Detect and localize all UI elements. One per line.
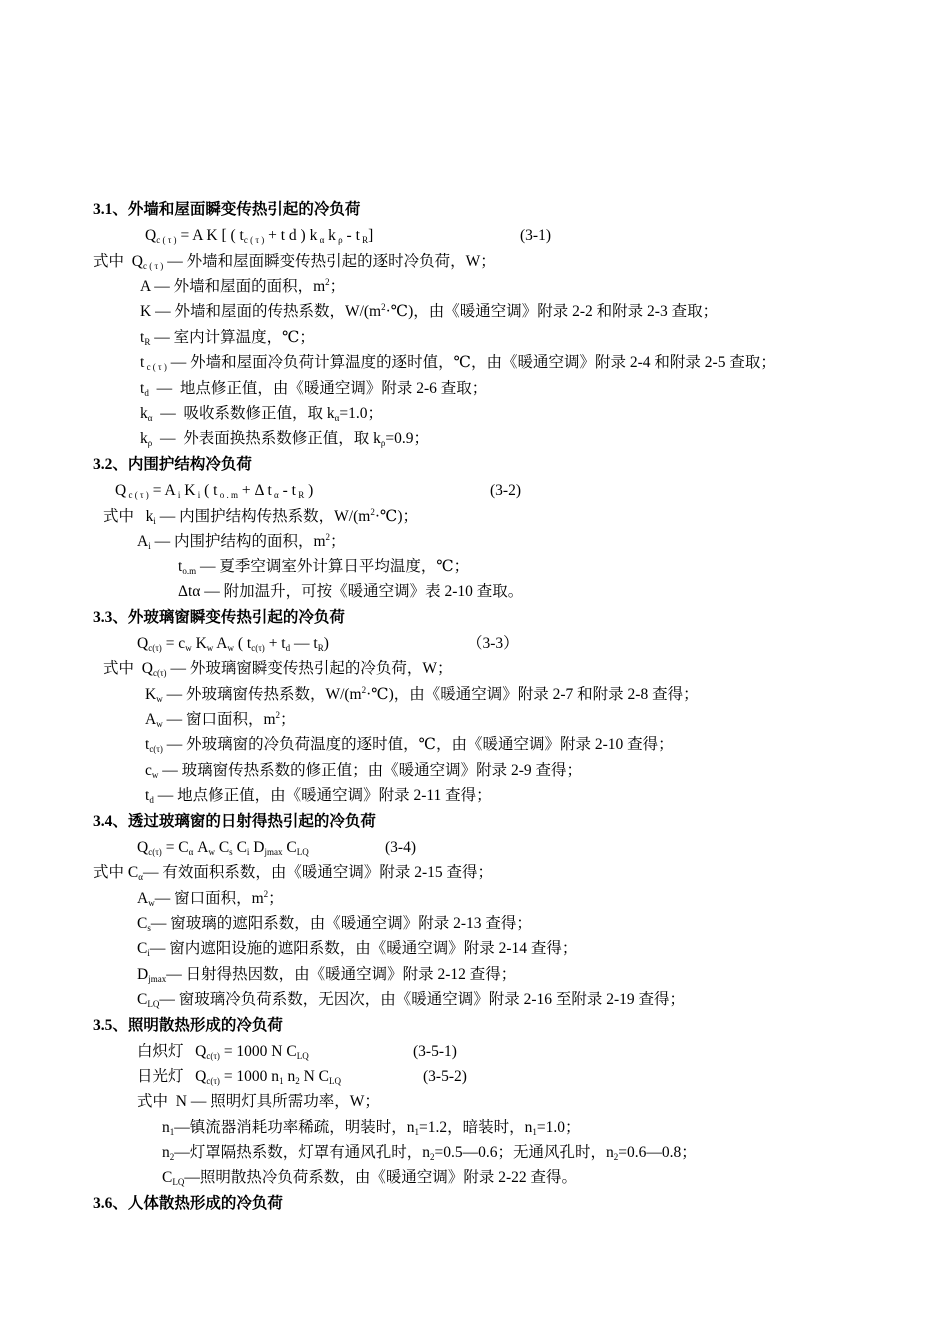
text-line: t $_{c ( \tau )}$ — 外墙和屋面冷负荷计算温度的逐时值，℃，由《暖通空调》附录 2-4 和附录 2-5 查取； bbox=[140, 354, 776, 372]
text-line: $t_{o.m}$ — 夏季空调室外计算日平均温度，℃； bbox=[178, 558, 470, 576]
text-line: （3-3） bbox=[467, 635, 519, 652]
text-line: Q $_{c ( \tau )}$ = A $_i$ K $_i$ ( t $_{o . m}$ + Δ t $_\alpha$ - t $_R$ ) bbox=[115, 482, 314, 500]
text-line: (3-5-2) bbox=[423, 1068, 467, 1085]
section-heading: 3.5、照明散热形成的冷负荷 bbox=[93, 1017, 283, 1034]
text-line: (3-5-1) bbox=[413, 1043, 457, 1060]
text-line: $n_2—$灯罩隔热系数，灯罩有通风孔时，$n_2=0.5—0.6$；无通风孔时，$n_2=0.6—0.8$； bbox=[162, 1144, 697, 1162]
section-heading: 3.2、内围护结构冷负荷 bbox=[93, 456, 252, 473]
text-line: 式中 $C_\alpha—$ 有效面积系数，由《暖通空调》附录 2-15 查得； bbox=[93, 864, 493, 882]
text-line: (3-1) bbox=[520, 227, 551, 244]
text-line: Δtα — 附加温升，可按《暖通空调》表 2-10 查取。 bbox=[178, 583, 524, 600]
text-line: K — 外墙和屋面的传热系数，$W/(m^2\cdot℃)$，由《暖通空调》附录 2-2 和附录 2-3 查取； bbox=[140, 302, 719, 320]
section-heading: 3.6、人体散热形成的冷负荷 bbox=[93, 1195, 283, 1212]
text-line: 式中 $Q_{c ( \tau )}$ — 外墙和屋面瞬变传热引起的逐时冷负荷，W； bbox=[93, 253, 496, 271]
text-line: (3-2) bbox=[490, 482, 521, 499]
text-line: 日光灯 $Q_{c(\tau)} = 1000$ $n_1$ $n_2$ N $C_{LQ}$ bbox=[137, 1068, 341, 1086]
text-line: $Q_{c ( \tau )} = A$ K [ ( $t_{c ( \tau )} + t$ d ) k $_\alpha$ k $_\rho$ - t $_R$] bbox=[145, 227, 374, 245]
text-line: $t_R$ — 室内计算温度，℃； bbox=[140, 329, 315, 347]
text-line: $C_{LQ}—$照明散热冷负荷系数，由《暖通空调》附录 2-22 查得。 bbox=[162, 1169, 578, 1187]
section-heading: 3.4、透过玻璃窗的日射得热引起的冷负荷 bbox=[93, 813, 376, 830]
section-heading: 3.1、外墙和屋面瞬变传热引起的冷负荷 bbox=[93, 201, 361, 218]
text-line: $c_w$ — 玻璃窗传热系数的修正值；由《暖通空调》附录 2-9 查得； bbox=[145, 762, 583, 780]
text-line: $A_w—$ 窗口面积，$m^2$； bbox=[137, 889, 284, 908]
text-line: $t_d$ — 地点修正值，由《暖通空调》附录 2-11 查得； bbox=[145, 787, 492, 805]
text-line: $n_1—$镇流器消耗功率稀疏，明装时，$n_1=1.2$，暗装时，$n_1=1.0$； bbox=[162, 1119, 581, 1137]
text-line: $t_{c(\tau)}$ — 外玻璃窗的冷负荷温度的逐时值，℃，由《暖通空调》附录 2-10 查得； bbox=[145, 736, 674, 754]
text-line: 白炽灯 $Q_{c(\tau)} = 1000$ N $C_{LQ}$ bbox=[137, 1043, 309, 1061]
text-line: $C_{LQ}—$ 窗玻璃冷负荷系数，无因次，由《暖通空调》附录 2-16 至附录 2-19 查得； bbox=[137, 991, 686, 1009]
text-line: $k_\rho$ — 外表面换热系数修正值，取 $k_\rho=0.9$； bbox=[140, 430, 430, 448]
text-line: $k_\alpha$ — 吸收系数修正值，取 $k_\alpha=1.0$； bbox=[140, 405, 383, 423]
text-line: 式中 $k_i$ — 内围护结构传热系数，$W/(m^2\cdot℃)$； bbox=[103, 507, 418, 526]
text-line: $D_{jmax}—$ 日射得热因数，由《暖通空调》附录 2-12 查得； bbox=[137, 966, 517, 984]
text-line: $C_i—$ 窗内遮阳设施的遮阳系数，由《暖通空调》附录 2-14 查得； bbox=[137, 940, 578, 958]
text-line: $K_w$ — 外玻璃窗传热系数，$W/(m^2\cdot℃)$，由《暖通空调》附录 2-7 和附录 2-8 查得； bbox=[145, 685, 699, 704]
text-line: $C_s—$ 窗玻璃的遮阳系数，由《暖通空调》附录 2-13 查得； bbox=[137, 915, 532, 933]
text-line: $Q_{c(\tau)} = c_w$ $K_w$ $A_w$ ( $t_{c(\tau)} + t_d$ — $t_R$) bbox=[137, 635, 329, 653]
text-line: $A_w$ — 窗口面积，$m^2$； bbox=[145, 710, 296, 729]
section-heading: 3.3、外玻璃窗瞬变传热引起的冷负荷 bbox=[93, 609, 345, 626]
text-line: $Q_{c(\tau)} = C_\alpha$ $A_w$ $C_s$ $C_i$ $D_{jmax}$ $C_{LQ}$ bbox=[137, 839, 309, 857]
text-line: $t_d$ — 地点修正值，由《暖通空调》附录 2-6 查取； bbox=[140, 380, 488, 398]
text-line: A — 外墙和屋面的面积，$m^2$； bbox=[140, 277, 346, 295]
text-line: 式中 N — 照明灯具所需功率，W； bbox=[137, 1093, 380, 1110]
text-line: $A_i$ — 内围护结构的面积，$m^2$； bbox=[137, 532, 346, 551]
text-line: 式中 $Q_{c(\tau)}$ — 外玻璃窗瞬变传热引起的冷负荷，W； bbox=[103, 660, 453, 678]
text-line: (3-4) bbox=[385, 839, 416, 856]
